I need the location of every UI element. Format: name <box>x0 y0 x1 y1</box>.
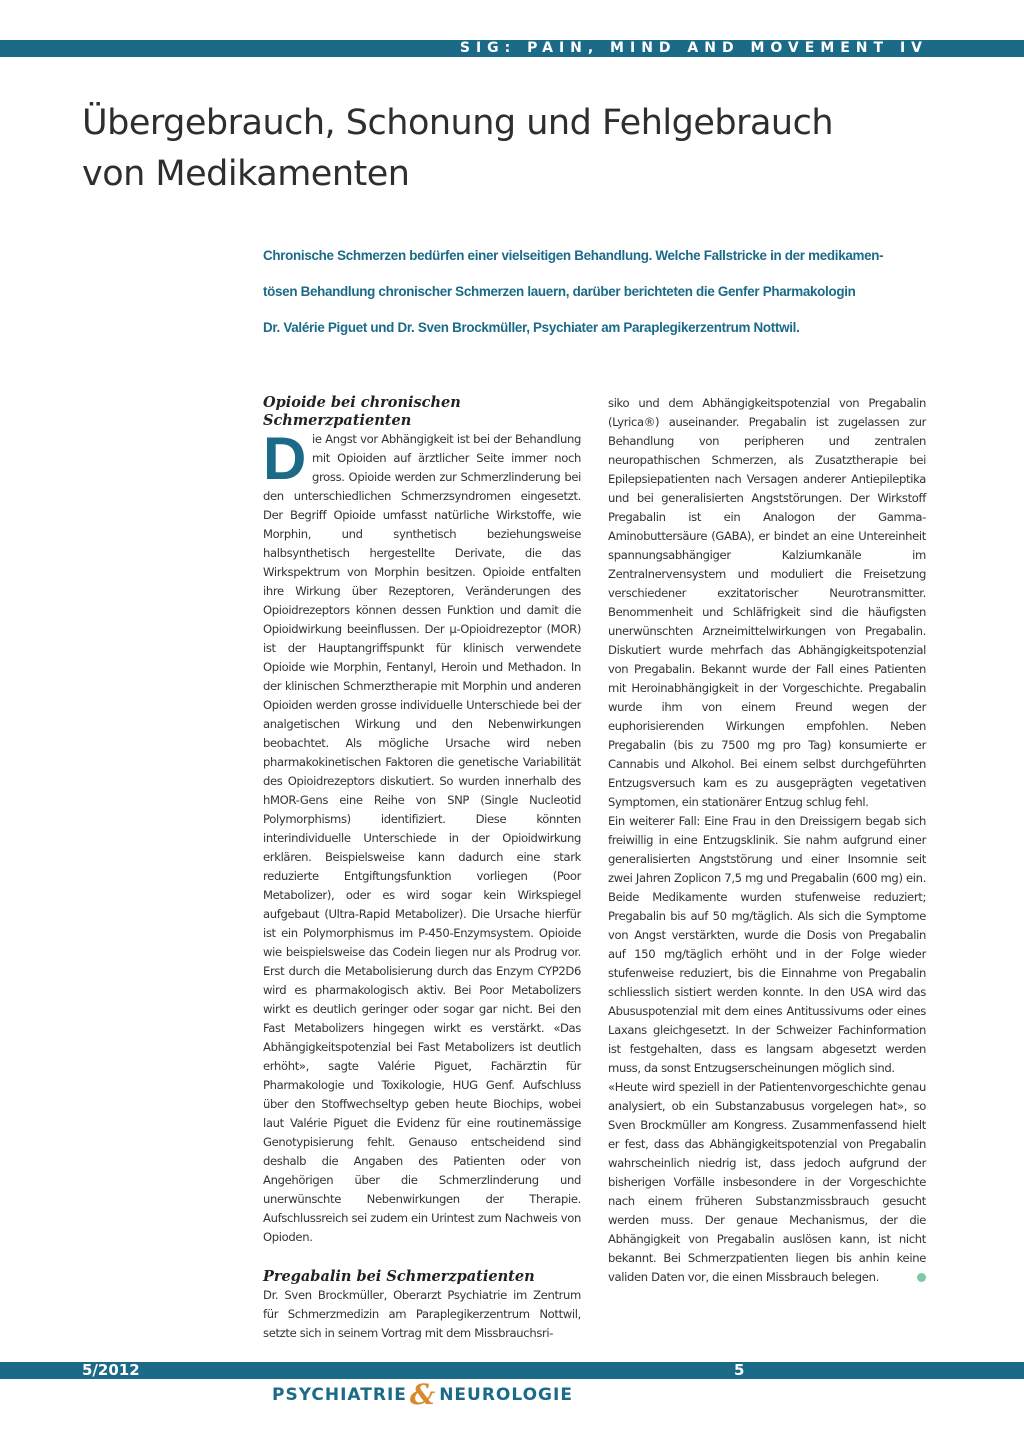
end-of-article-dot-icon <box>917 1273 926 1282</box>
section-heading-opioide: Opioide bei chronischen Schmerzpatienten <box>263 394 461 429</box>
section-body-pregabalin: Dr. Sven Brockmüller, Oberarzt Psychiatrie im Zentrum für Schmerzmedizin am Paraplegikerzentrum Nottwil, setzte sich in seinem Vortrag mit dem Missbrauchsri- <box>263 1288 581 1340</box>
title-line-2: von Medikamenten <box>82 154 410 194</box>
section-heading-pregabalin: Pregabalin bei Schmerzpatienten <box>263 1268 535 1285</box>
journal-logo <box>272 1378 573 1412</box>
lead-line-1: Chronische Schmerzen bedürfen einer vielseitigen Behandlung. Welche Fallstricke in der medikamen- <box>263 248 884 263</box>
paragraph-right-3 <box>608 1078 926 1287</box>
left-column <box>263 394 581 1343</box>
page-number: 5 <box>734 1361 745 1379</box>
paragraph-right-2: Ein weiterer Fall: Eine Frau in den Dreissigern begab sich freiwillig in eine Entzugsklinik. Sie nahm aufgrund einer generalisierten Angststörung und einer Insomnie seit zwei Jahren Zoplicon 7,5 mg und Pregabalin (600 mg) ein. Beide Medikamente wurden stufenweise reduziert; Pregabalin bis auf 50 mg/täglich. Als sich die Symptome von Angst verstärkten, wurde die Dosis von Pregabalin auf 150 mg/täglich erhöht und in der Folge wieder stufenweise reduziert, bis die Einnahme von Pregabalin schliesslich sistiert werden konnte. In den USA wird das Abususpotenzial mit dem eines Antitussivums oder eines Laxans gleichgesetzt. In der Schweizer Fachinformation ist festgehalten, dass es langsam abgesetzt werden muss, da sonst Entzugserscheinungen möglich sind. <box>608 814 926 1075</box>
paragraph-right-1: siko und dem Abhängigkeitspotenzial von Pregabalin (Lyrica®) auseinander. Pregabalin ist zugelassen zur Behandlung von peripheren und zentralen neuropathischen Schmerzen, als Zusatztherapie bei Epilepsiepatienten nach Versagen anderer Antiepileptika und bei generalisierten Angststörungen. Der Wirkstoff Pregabalin ist ein Analogon der Gamma-Aminobuttersäure (GABA), er bindet an eine Untereinheit spannungsabhängiger Kalziumkanäle im Zentralnervensystem und moduliert die Freisetzung verschiedener exzitatorischer Neurotransmitter. Benommenheit und Schläfrigkeit sind die häufigsten unerwünschten Arzneimittelwirkungen von Pregabalin. Diskutiert wurde mehrfach das Abhängigkeitspotenzial von Pregabalin. Bekannt wurde der Fall eines Patienten mit Heroinabhängigkeit in der Vorgeschichte. Pregabalin wurde ihm von einem Freund wegen der euphorisierenden Wirkungen empfohlen. Neben Pregabalin (bis zu 7500 mg pro Tag) konsumierte er Cannabis und Alkohol. Bei einem selbst durchgeführten Entzugsversuch kam es zu ausgeprägten vegetativen Symptomen, ein stationärer Entzug schlug fehl. <box>608 396 926 809</box>
lead-line-3: Dr. Valérie Piguet und Dr. Sven Brockmüller, Psychiater am Paraplegikerzentrum Nottwil. <box>263 320 800 335</box>
drop-cap: D <box>263 425 306 492</box>
paragraph-right-3-text: «Heute wird speziell in der Patientenvorgeschichte genau analysiert, ob ein Substanzabusus vorgelegen hat», so Sven Brockmüller am Kongress. Zusammenfassend hielt er fest, dass das Abhängigkeitspotenzial von Pregabalin wahrscheinlich niedrig ist, dass jedoch aufgrund der bisherigen Vorfälle insbesondere in der Vorgeschichte nach einem früheren Substanzmissbrauch gesucht werden muss. Der genaue Mechanismus, der die Abhängigkeit von Pregabalin auslösen kann, ist nicht bekannt. Bei Schmerzpatienten liegen bis anhin keine validen Daten vor, die einen Missbrauch belegen. <box>608 1080 926 1284</box>
section-body-opioide-text: ie Angst vor Abhängigkeit ist bei der Behandlung mit Opioiden auf ärztlicher Seite immer noch gross. Opioide werden zur Schmerzlinderung bei den unterschiedlichen Schmerzsyndromen eingesetzt. Der Begriff Opioide umfasst natürliche Wirkstoffe, wie Morphin, und synthetisch beziehungsweise halbsynthetisch hergestellte Derivate, die das Wirkspektrum von Morphin besitzen. Opioide entfalten ihre Wirkung über Rezeptoren, Veränderungen des Opioidrezeptors können dessen Funktion und damit die Opioidwirkung beeinflussen. Der μ-Opioidrezeptor (MOR) ist der Hauptangriffspunkt für klinisch verwendete Opioide wie Morphin, Fentanyl, Heroin und Methadon. In der klinischen Schmerztherapie mit Morphin und anderen Opioiden werden grosse individuelle Unterschiede bei der analgetischen Wirkung und den Nebenwirkungen beobachtet. Als mögliche Ursache wird neben pharmakokinetischen Faktoren die genetische Variabilität des Opioidrezeptors diskutiert. So wurden innerhalb des hMOR-Gens eine Reihe von SNP (Single Nucleotid Polymorphisms) identifiziert. Diese könnten interindividuelle Unterschiede in der Opioidwirkung erklären. Beispielsweise kann dadurch eine stark reduzierte Entgiftungsfunktion vorliegen (Poor Metabolizer), oder es wird sogar kein Wirkspiegel aufgebaut (Ultra-Rapid Metabolizer). Die Ursache hierfür ist ein Polymorphismus im P-450-Enzymsystem. Opioide wie beispielsweise das Codein liegen nur als Prodrug vor. Erst durch die Metabolisierung durch das Enzym CYP2D6 wird es pharmakologisch aktiv. Bei Poor Metabolizers wirkt es deutlich geringer oder sogar gar nicht. Bei den Fast Metabolizers hingegen wirkt es verstärkt. «Das Abhängigkeitspotenzial bei Fast Metabolizers ist deutlich erhöht», sagte Valérie Piguet, Fachärztin für Pharmakologie und Toxikologie, HUG Genf. Aufschluss über den Stoffwechseltyp geben heute Biochips, wobei laut Valérie Piguet die Evidenz für eine routinemässige Genotypisierung fehlt. Genauso entscheidend sind deshalb die Angaben des Patienten oder von Angehörigen über die Schmerzlinderung und unerwünschte Nebenwirkungen der Therapie. Aufschlussreich sei zudem ein Urintest zum Nachweis von Opioden. <box>263 432 581 1244</box>
issue-number: 5/2012 <box>82 1361 140 1379</box>
article-lead <box>263 238 943 346</box>
section-label: SIG: PAIN, MIND AND MOVEMENT IV <box>459 40 928 56</box>
footer-bar <box>0 1362 1024 1379</box>
lead-line-2: tösen Behandlung chronischer Schmerzen lauern, darüber berichteten die Genfer Pharmakologin <box>263 284 856 299</box>
title-line-1: Übergebrauch, Schonung und Fehlgebrauch <box>82 103 834 143</box>
journal-word-neurologie: NEUROLOGIE <box>439 1385 573 1405</box>
section-body-opioide <box>263 425 581 1247</box>
journal-ampersand: & <box>409 1378 437 1411</box>
journal-word-psychiatrie: PSYCHIATRIE <box>272 1385 407 1405</box>
article-title <box>82 98 942 200</box>
right-column <box>608 394 926 1287</box>
